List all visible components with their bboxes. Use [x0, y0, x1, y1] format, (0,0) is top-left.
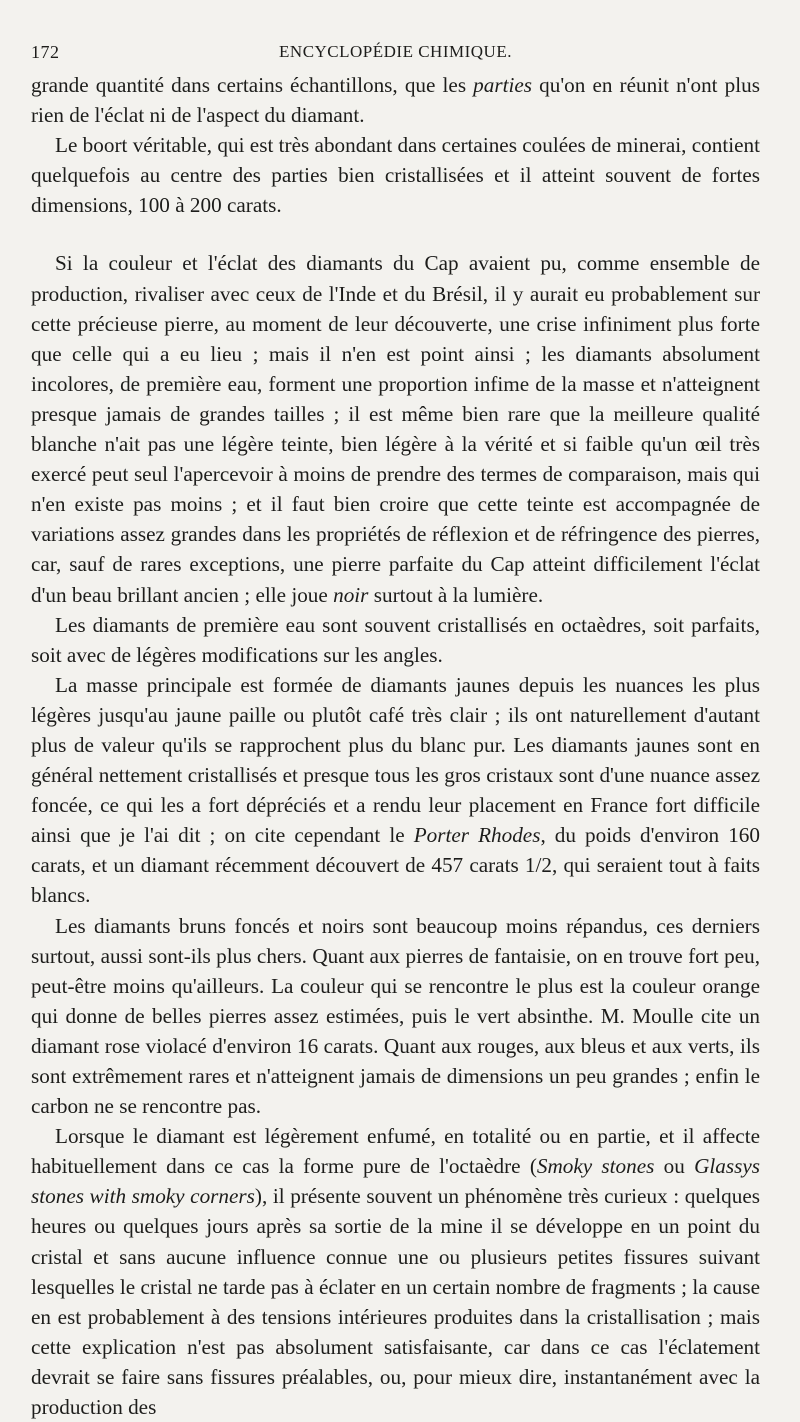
paragraph	[31, 130, 760, 220]
italic-text: Porter Rhodes	[413, 823, 541, 848]
text-run: , du poids d'environ 160 carats, et un diamant récemment découvert de 457 carats 1/2, qui seraient tout à faits blancs.	[31, 823, 760, 908]
text-run: Les diamants de première eau sont souvent cristallisés en octaèdres, soit parfaits, soit avec de légères modifications sur les angles.	[31, 612, 760, 667]
text-run: grande quantité dans certains échantillons, que les	[31, 73, 474, 97]
running-title: ENCYCLOPÉDIE CHIMIQUE.	[279, 42, 512, 61]
paragraph	[31, 248, 760, 609]
paragraph	[31, 610, 760, 670]
paragraph	[31, 911, 760, 1122]
page-number: 172	[31, 42, 60, 62]
italic-text: Glassys stones with smoky corners	[31, 1154, 760, 1209]
text-run: Les diamants bruns foncés et noirs sont beaucoup moins répandus, ces derniers surtout, aussi sont-ils plus chers. Quant aux pierres de fantaisie, on en trouve fort peu, peut-être moins qu'ailleurs. La couleur qui se rencontre le plus est la couleur orange qui donne de belles pierres assez estimées, puis le vert absinthe. M. Moulle cite un diamant rose violacé d'environ 16 carats. Quant aux rouges, aux bleus et aux verts, ils sont extrêmement rares et n'atteignent jamais de dimensions un peu grandes ; enfin le carbon ne se rencontre pas.	[31, 913, 760, 1119]
body-text	[31, 70, 760, 1422]
text-run: Si la couleur et l'éclat des diamants du Cap avaient pu, comme ensemble de production, rivaliser avec ceux de l'Inde et du Brésil, il y aurait eu probablement sur cette précieuse pierre, au moment de leur découverte, une crise infiniment plus forte que celle qui a eu lieu ; mais il n'en est point ainsi ; les diamants absolument incolores, de première eau, forment une proportion infime de la masse et n'atteignent presque jamais de grandes tailles ; il est même bien rare que la meilleure qualité blanche n'ait pas une légère teinte, bien légère à la vérité et si faible qu'un œil très exercé peut seul l'apercevoir à moins de prendre des termes de comparaison, mais qui n'en existe pas moins ; et il faut bien croire que cette teinte est accompagnée de variations assez grandes dans les propriétés de réflexion et de réfringence des pierres, car, sauf de rares exceptions, une pierre parfaite du Cap atteint difficilement l'éclat d'un beau brillant ancien ; elle joue	[31, 251, 760, 607]
text-run: qu'on en réunit n'ont plus rien de l'éclat ni de l'aspect du diamant.	[31, 73, 760, 128]
text-run: Lorsque le diamant est légèrement enfumé, en totalité ou en partie, et il affecte habituellement dans ce cas la forme pure de l'octaèdre (	[31, 1124, 760, 1179]
paragraph	[31, 670, 760, 911]
text-run: Le boort véritable, qui est très abondant dans certaines coulées de minerai, contient quelquefois au centre des parties bien cristallisées et il atteint souvent de fortes dimensions, 100 à 200 carats.	[31, 133, 760, 218]
paragraph	[31, 1121, 760, 1422]
text-run: surtout à la lumière.	[368, 582, 544, 607]
italic-text: parties	[473, 73, 533, 97]
text-run: ou	[654, 1154, 695, 1179]
text-run: ), il présente souvent un phénomène très curieux : quelques heures ou quelques jours après sa sortie de la mine il se développe en un point du cristal et sans aucune influence connue une ou plusieurs petites fissures suivant lesquelles le cristal ne tarde pas à éclater en un certain nombre de fragments ; la cause en est probablement à des tensions intérieures produites dans la cristallisation ; mais cette explication n'est pas absolument satisfaisante, car dans ce cas l'éclatement devrait se faire sans fissures préalables, ou, pour mieux dire, instantanément avec la production des	[31, 1184, 761, 1420]
italic-text: noir	[333, 582, 369, 607]
paragraph	[31, 70, 760, 130]
running-header	[31, 38, 760, 68]
italic-text: Smoky stones	[536, 1154, 655, 1179]
text-run: La masse principale est formée de diamants jaunes depuis les nuances les plus légères jusqu'au jaune paille ou plutôt café très clair ; ils ont naturellement d'autant plus de valeur qu'ils se rapprochent plus du blanc pur. Les diamants jaunes sont en général nettement cristallisés et presque tous les gros cristaux sont d'une nuance assez foncée, ce qui les a fort dépréciés et a rendu leur placement en France fort difficile ainsi que je l'ai dit ; on cite cependant le	[31, 672, 760, 848]
